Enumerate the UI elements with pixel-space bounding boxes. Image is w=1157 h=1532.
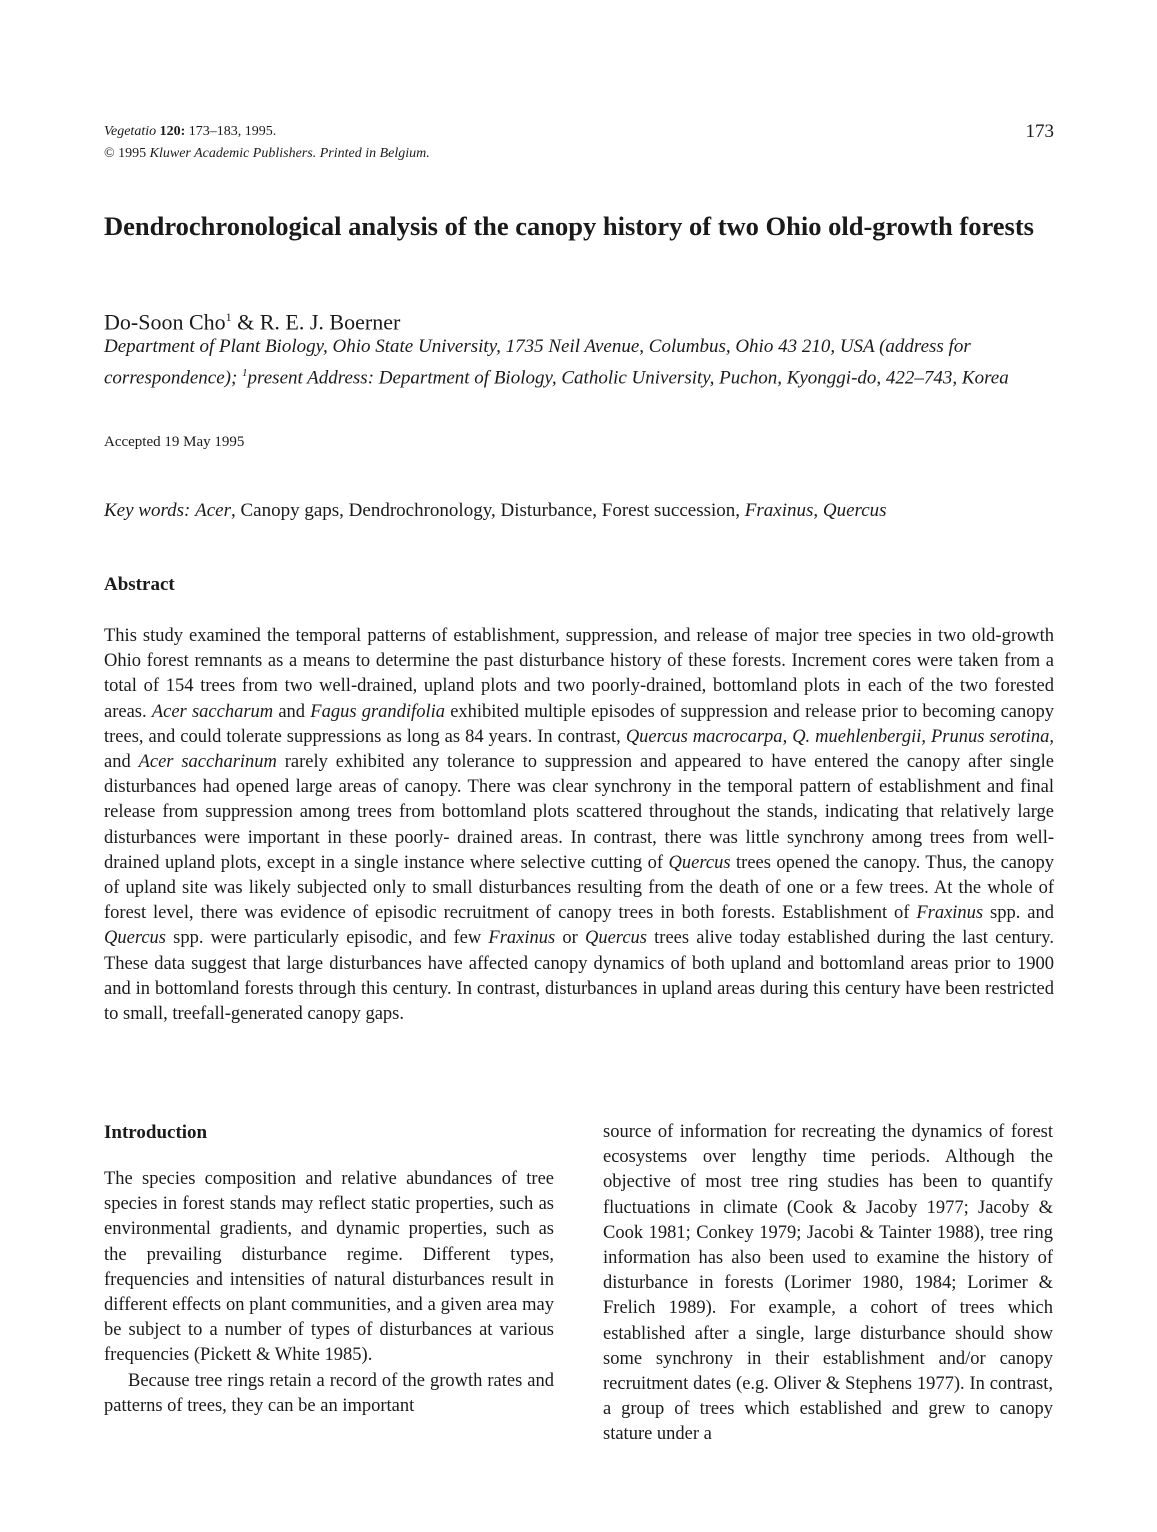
pages: 173–183, 1995. bbox=[185, 124, 277, 139]
intro-paragraph-continued: source of information for recreating the dynamics of forest ecosystems over lengthy time periods. Although the objective of most tree ring studies has been to quantify fluctuations in climate (Cook & Jacoby 1977; Jacoby & Cook 1981; Conkey 1979; Jacobi & Tainter 1988), tree ring information has also been used to examine the history of disturbance in forests (Lorimer 1980, 1984; Lorimer & Frelich 1989). For example, a cohort of trees which established after a single, large disturbance should show some synchrony in their establishment and/or canopy recruitment dates (e.g. Oliver & Stephens 1977). In contrast, a group of trees which established and grew to canopy stature under a bbox=[603, 1122, 1053, 1445]
author-separator: & bbox=[231, 309, 260, 335]
copyright-year: 1995 bbox=[114, 146, 150, 161]
copyright-line bbox=[104, 143, 1054, 165]
author-2: R. E. J. Boerner bbox=[259, 309, 401, 335]
paper-title: Dendrochronological analysis of the canopy history of two Ohio old-growth forests bbox=[104, 211, 1034, 241]
volume: 120: bbox=[159, 124, 186, 139]
abstract-heading: Abstract bbox=[104, 574, 175, 595]
keywords: Key words: Acer, Canopy gaps, Dendrochronology, Disturbance, Forest succession, Fraxinus, Quercus bbox=[104, 500, 887, 521]
abstract-text: This study examined the temporal patterns of establishment, suppression, and release of major tree species in two old-growth Ohio forest remnants as a means to determine the past disturbance history of these forests. Increment cores were taken from a total of 154 trees from two well-drained, upland plots and two poorly-drained, bottomland plots in each of the two forested areas. Acer saccharum and Fagus grandifolia exhibited multiple episodes of suppression and release prior to becoming canopy trees, and could tolerate suppressions as long as 84 years. In contrast, Quercus macrocarpa, Q. muehlenbergii, Prunus serotina, and Acer saccharinum rarely exhibited any tolerance to suppression and appeared to have entered the canopy after single disturbances had opened large areas of canopy. There was clear synchrony in the temporal pattern of establishment and final release from suppression among trees from bottomland plots scattered throughout the stands, indicating that relatively large disturbances were important in these poorly- drained areas. In contrast, there was little synchrony among trees from well-drained upland plots, except in a single instance where selective cutting of Quercus trees opened the canopy. Thus, the canopy of upland site was likely subjected only to small disturbances resulting from the death of one or a few trees. At the whole of forest level, there was evidence of episodic recruitment of canopy trees in both forests. Establishment of Fraxinus spp. and Quercus spp. were particularly episodic, and few Fraxinus or Quercus trees alive today established during the last century. These data suggest that large disturbances have affected canopy dynamics of both upland and bottomland areas prior to 1900 and in bottomland forests through this century. In contrast, disturbances in upland areas during this century have been restricted to small, treefall-generated canopy gaps. bbox=[104, 626, 1055, 1025]
citation-line bbox=[104, 121, 1054, 143]
left-column bbox=[104, 1120, 554, 1419]
publisher: Kluwer Academic Publishers. Printed in Belgium. bbox=[149, 146, 430, 161]
introduction-heading: Introduction bbox=[104, 1122, 208, 1143]
page-number: 173 bbox=[1025, 121, 1054, 142]
accepted-date: Accepted 19 May 1995 bbox=[104, 434, 245, 450]
journal-name: Vegetatio bbox=[104, 124, 157, 139]
intro-paragraph-2: Because tree rings retain a record of the growth rates and patterns of trees, they can be an important bbox=[104, 1370, 554, 1416]
right-column bbox=[603, 1120, 1053, 1448]
keywords-label: Key words: bbox=[104, 500, 191, 521]
paper-page bbox=[104, 0, 1054, 1532]
intro-paragraph-1: The species composition and relative abundances of tree species in forest stands may reflect static properties, such as environmental gradients, and dynamic properties, such as the prevailing disturbance regime. Different types, frequencies and intensities of natural disturbances result in different effects on plant communities, and a given area may be subject to a number of types of disturbances at various frequencies (Pickett & White 1985). bbox=[104, 1169, 554, 1366]
affiliation: Department of Plant Biology, Ohio State University, 1735 Neil Avenue, Columbus, Ohio 43 210, USA (address for correspondence); $^1$present Address: Department of Biology, Catholic University, Puchon, Kyonggi-do, 422–743, Korea bbox=[104, 336, 1009, 389]
author-1-sup: 1 bbox=[225, 310, 232, 324]
author-1: Do-Soon Cho bbox=[104, 309, 226, 335]
journal-header bbox=[104, 121, 1054, 165]
authors bbox=[104, 303, 400, 336]
copyright-symbol: © bbox=[104, 146, 115, 161]
